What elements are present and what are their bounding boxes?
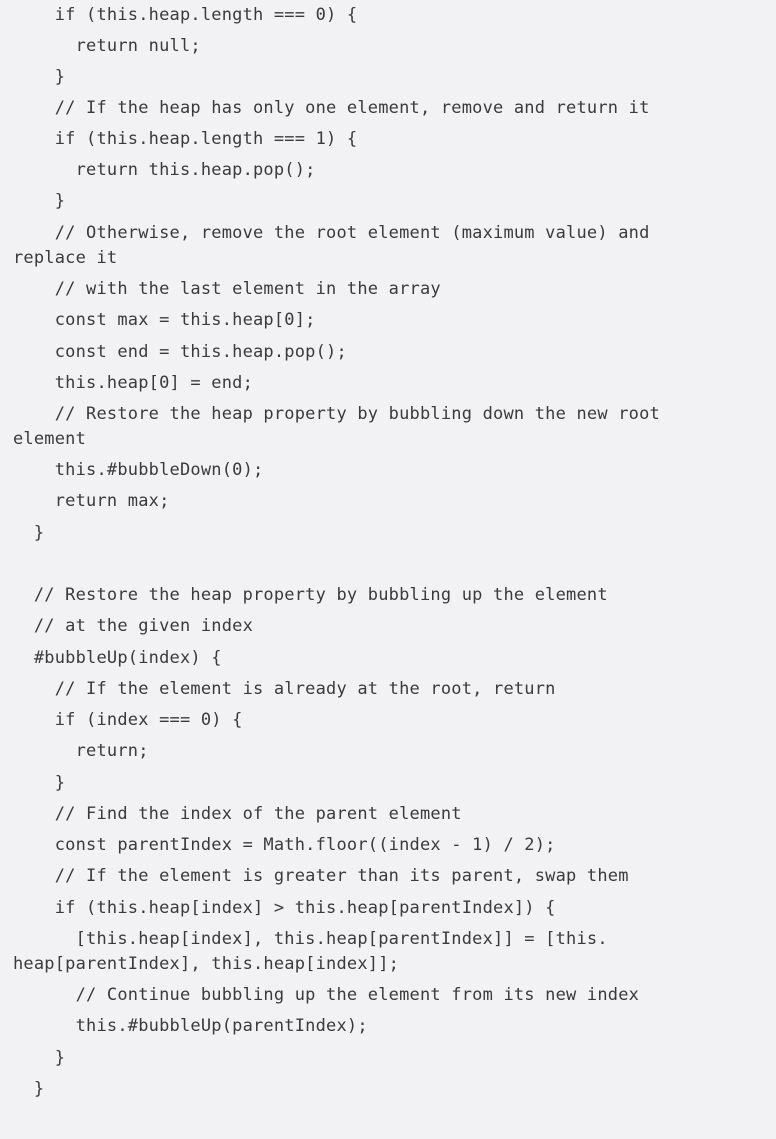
code-line: }: [13, 1048, 66, 1068]
code-line: // Restore the heap property by bubbling up the element: [13, 585, 608, 605]
code-line: // at the given index: [13, 616, 254, 636]
code-line: // If the element is greater than its parent, swap them: [13, 866, 629, 886]
code-line: return;: [13, 741, 149, 761]
code-line: // with the last element in the array: [13, 279, 441, 299]
code-line: if (this.heap[index] > this.heap[parentIndex]) {: [13, 898, 556, 918]
code-line: }: [13, 773, 66, 793]
code-line: element: [13, 429, 87, 449]
code-line: #bubbleUp(index) {: [13, 648, 222, 668]
code-line: }: [13, 191, 66, 211]
code-line: return null;: [13, 36, 201, 56]
code-line: // Restore the heap property by bubbling down the new root: [13, 404, 660, 424]
code-line: }: [13, 1079, 45, 1099]
code-line: // If the heap has only one element, remove and return it: [13, 98, 650, 118]
code-line: // Continue bubbling up the element from its new index: [13, 985, 640, 1005]
code-line: const end = this.heap.pop();: [13, 342, 347, 362]
code-line: if (this.heap.length === 1) {: [13, 129, 358, 149]
code-line: heap[parentIndex], this.heap[index]];: [13, 954, 400, 974]
code-line: return max;: [13, 491, 170, 511]
code-line: const max = this.heap[0];: [13, 310, 316, 330]
code-line: const parentIndex = Math.floor((index - 1) / 2);: [13, 835, 556, 855]
code-line: if (index === 0) {: [13, 710, 243, 730]
code-line: this.heap[0] = end;: [13, 373, 254, 393]
code-line: replace it: [13, 248, 118, 268]
code-line: [this.heap[index], this.heap[parentIndex]] = [this.: [13, 929, 608, 949]
code-line: // Otherwise, remove the root element (maximum value) and: [13, 223, 650, 243]
code-line: // If the element is already at the root, return: [13, 679, 556, 699]
code-line: if (this.heap.length === 0) {: [13, 5, 358, 25]
code-line: // Find the index of the parent element: [13, 804, 462, 824]
code-line: }: [13, 523, 45, 543]
code-line: return this.heap.pop();: [13, 160, 316, 180]
code-line: }: [13, 67, 66, 87]
code-line: this.#bubbleDown(0);: [13, 460, 264, 480]
code-line: this.#bubbleUp(parentIndex);: [13, 1016, 368, 1036]
